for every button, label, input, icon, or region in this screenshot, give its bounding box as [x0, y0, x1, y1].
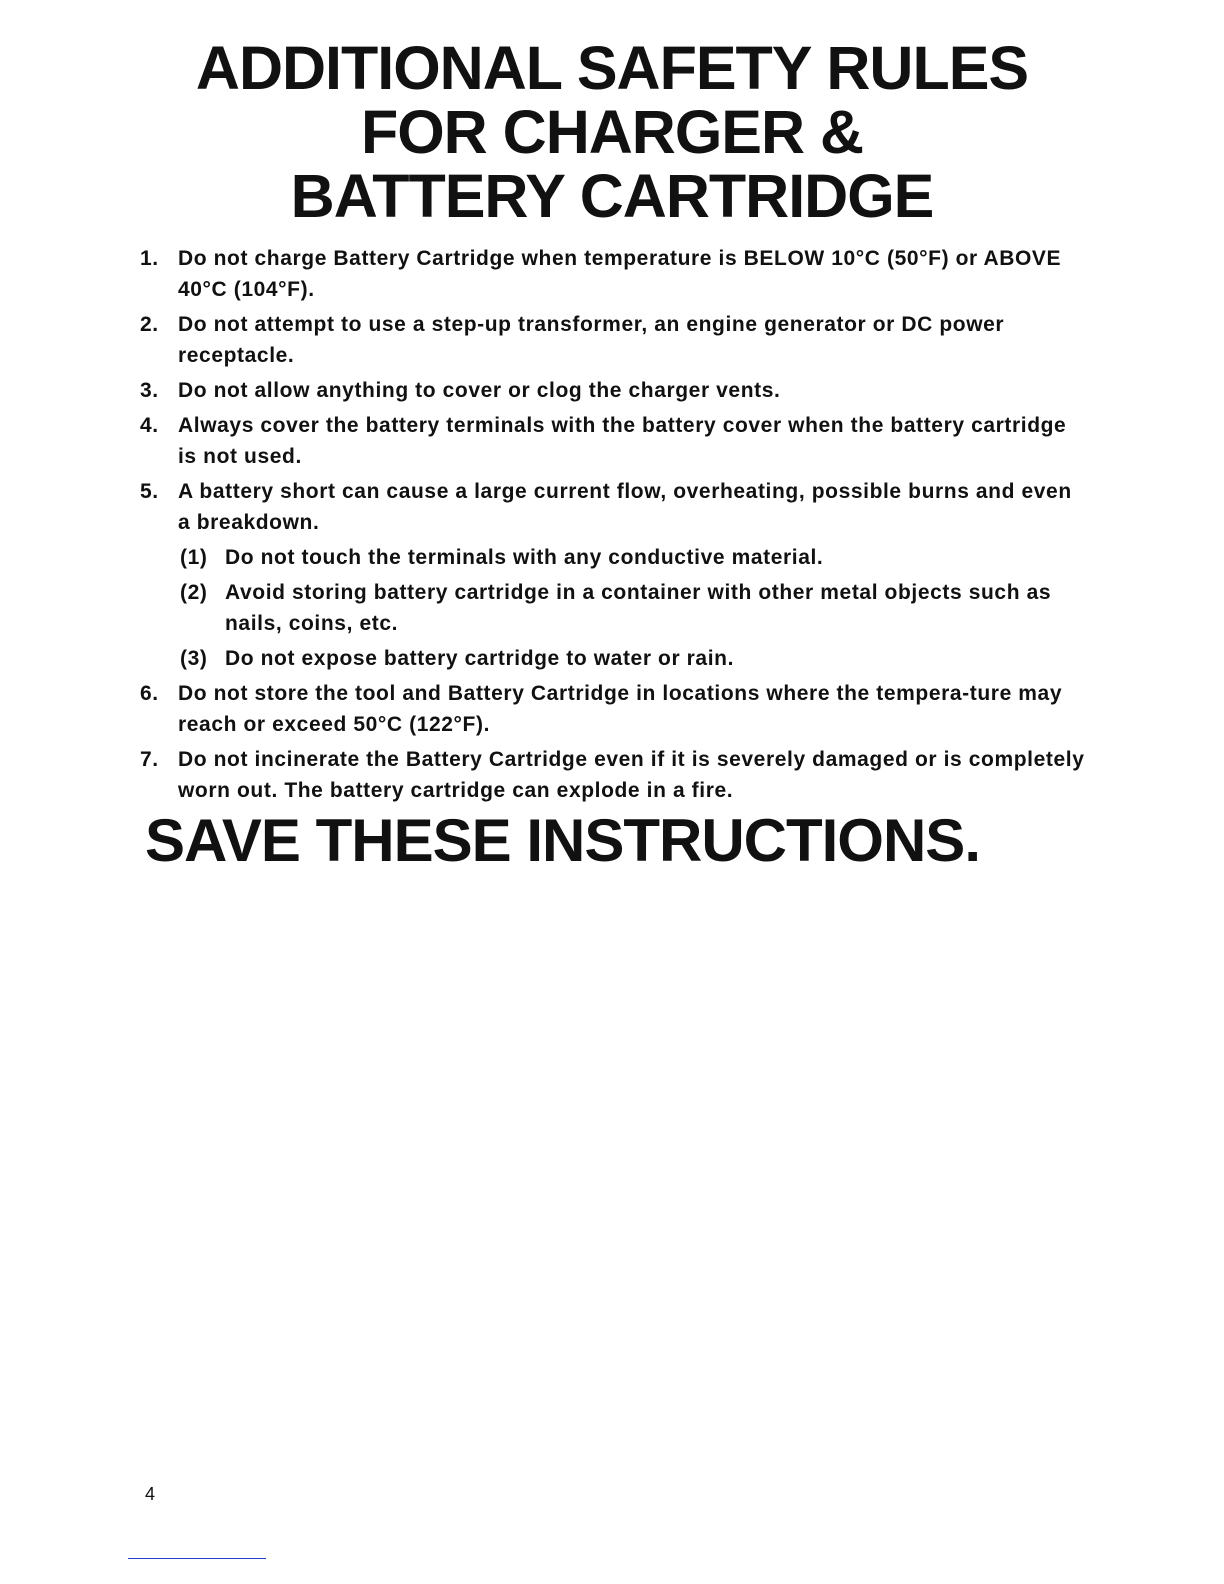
rule-item-1: [140, 243, 1090, 305]
sub-rule-number: (2): [180, 581, 208, 604]
save-instructions-heading: SAVE THESE INSTRUCTIONS.: [145, 807, 980, 874]
rule-text: Do not store the tool and Battery Cartridge in locations where the tempera-ture may reach or exceed 50°C (122°F).: [178, 682, 1063, 736]
rule-text: Do not attempt to use a step-up transformer, an engine generator or DC power receptacle.: [178, 313, 1005, 367]
rule-text: Do not charge Battery Cartridge when temperature is BELOW 10°C (50°F) or ABOVE 40°C (104°F).: [178, 247, 1062, 301]
footer-divider: [128, 1558, 266, 1559]
safety-rules-list: [140, 243, 1090, 810]
rule-number: 6.: [140, 682, 159, 705]
sub-rule-item-1: [180, 542, 1090, 573]
rule-text: Do not allow anything to cover or clog the charger vents.: [178, 379, 781, 402]
sub-rule-number: (1): [180, 546, 208, 569]
sub-rule-text: Avoid storing battery cartridge in a container with other metal objects such as nails, coins, etc.: [225, 581, 1052, 635]
rule-item-5: [140, 476, 1090, 674]
rule-text: Do not incinerate the Battery Cartridge even if it is severely damaged or is completely worn out. The battery cartridge can explode in a fire.: [178, 748, 1085, 802]
page-number: 4: [145, 1484, 156, 1504]
sub-rule-number: (3): [180, 647, 208, 670]
rule-item-7: [140, 744, 1090, 806]
rule-number: 2.: [140, 313, 159, 336]
rule-number: 7.: [140, 748, 159, 771]
rule-item-3: [140, 375, 1090, 406]
title-line-1: ADDITIONAL SAFETY RULES: [195, 34, 1029, 102]
rule-number: 4.: [140, 414, 159, 437]
sub-rule-text: Do not expose battery cartridge to water or rain.: [225, 647, 735, 670]
rule-item-6: [140, 678, 1090, 740]
rule-text: A battery short can cause a large current flow, overheating, possible burns and even a breakdown.: [178, 480, 1072, 534]
title-line-3: BATTERY CARTRIDGE: [290, 162, 934, 230]
sub-rules-list: [180, 542, 1090, 674]
rule-number: 3.: [140, 379, 159, 402]
page-title: [0, 36, 1224, 228]
rule-item-2: [140, 309, 1090, 371]
rule-item-4: [140, 410, 1090, 472]
rule-text: Always cover the battery terminals with the battery cover when the battery cartridge is not used.: [178, 414, 1067, 468]
sub-rule-item-2: [180, 577, 1090, 639]
rule-number: 5.: [140, 480, 159, 503]
rule-number: 1.: [140, 247, 159, 270]
sub-rule-text: Do not touch the terminals with any conductive material.: [225, 546, 824, 569]
sub-rule-item-3: [180, 643, 1090, 674]
title-line-2: FOR CHARGER &: [360, 98, 864, 166]
